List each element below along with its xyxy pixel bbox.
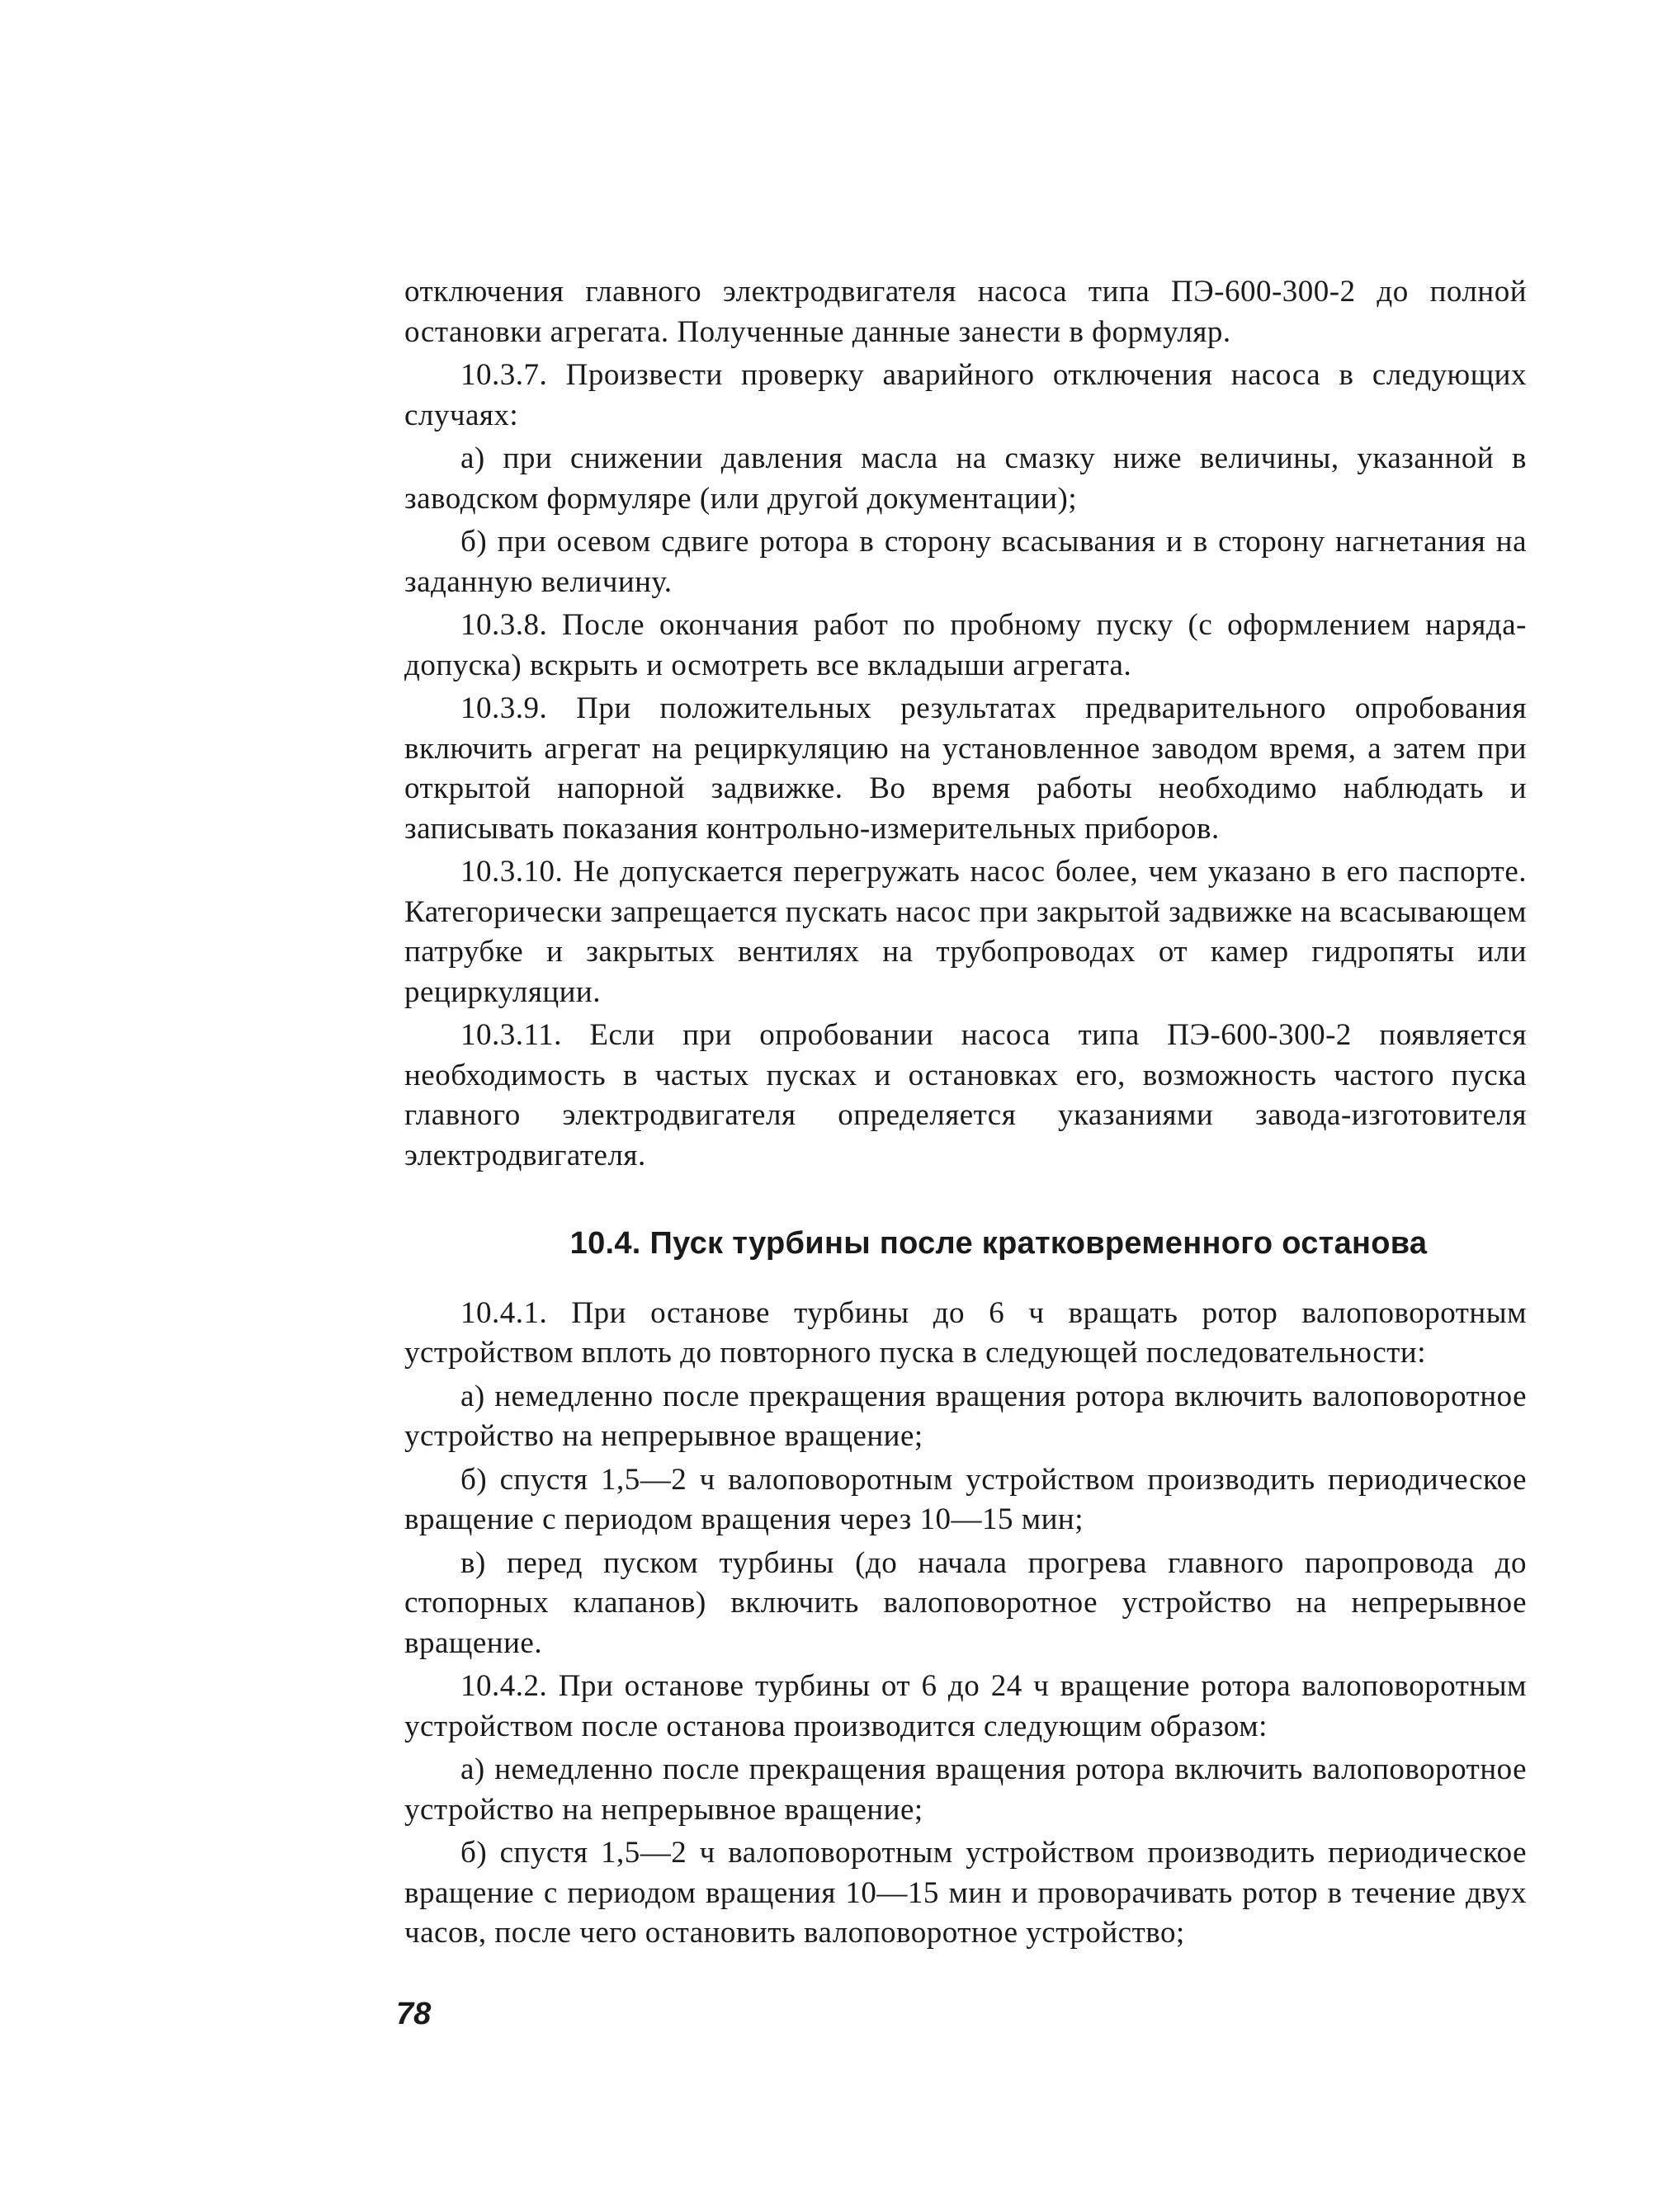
paragraph-10-3-7: 10.3.7. Произвести проверку аварийного отключения насоса в следующих случаях:: [404, 358, 1527, 432]
paragraph-10-3-9: 10.3.9. При положительных результатах предварительного опробования включить агрегат на рециркуляцию на установленное заводом время, а затем при открытой напорной задвижке. Во время работы необходимо наблюдать и записывать показания контрольно-измерительных приборов.: [404, 691, 1527, 846]
paragraph-list-item-b: б) при осевом сдвиге ротора в сторону всасывания и в сторону нагнетания на заданную величину.: [404, 525, 1527, 599]
paragraph-10-3-10: 10.3.10. Не допускается перегружать насос более, чем указано в его паспорте. Категорически запрещается пускать насос при закрытой задвижке на всасывающем патрубке и закрытых вентилях на трубопроводах от камер гидропяты или рециркуляции.: [404, 855, 1527, 1009]
paragraph-list-item-a: а) при снижении давления масла на смазку ниже величины, указанной в заводском формуляре (или другой документации);: [404, 441, 1527, 516]
paragraph: отключения главного электродвигателя насоса типа ПЭ-600-300-2 до полной остановки агрегата. Полученные данные занести в формуляр.: [404, 275, 1527, 349]
paragraph-list-item-a: а) немедленно после прекращения вращения ротора включить валоповоротное устройство на непрерывное вращение;: [404, 1752, 1527, 1827]
page-number: 78: [396, 1997, 432, 2031]
paragraph-list-item-v: в) перед пуском турбины (до начала прогрева главного паропровода до стопорных клапанов) включить валоповоротное устройство на непрерывное вращение.: [404, 1545, 1527, 1660]
paragraph-10-3-8: 10.3.8. После окончания работ по пробному пуску (с оформлением наряда-допуска) вскрыть и осмотреть все вкладыши агрегата.: [404, 608, 1527, 682]
paragraph-10-3-11: 10.3.11. Если при опробовании насоса типа ПЭ-600-300-2 появляется необходимость в частых пусках и остановках его, возможность частого пуска главного электродвигателя определяется указаниями завода-изготовителя электродвигателя.: [404, 1018, 1527, 1172]
paragraph-list-item-b: б) спустя 1,5—2 ч валоповоротным устройством производить периодическое вращение с периодом вращения через 10—15 мин;: [404, 1462, 1527, 1536]
paragraph-10-4-1: 10.4.1. При останове турбины до 6 ч вращать ротор валоповоротным устройством вплоть до повторного пуска в следующей последовательности:: [404, 1295, 1527, 1370]
paragraph-list-item-a: а) немедленно после прекращения вращения ротора включить валоповоротное устройство на непрерывное вращение;: [404, 1379, 1527, 1453]
paragraph-list-item-b: б) спустя 1,5—2 ч валоповоротным устройством производить периодическое вращение с периодом вращения 10—15 мин и проворачивать ротор в течение двух часов, после чего остановить валоповоротное устройство;: [404, 1836, 1527, 1950]
paragraph-10-4-2: 10.4.2. При останове турбины от 6 до 24 ч вращение ротора валоповоротным устройством после останова производится следующим образом:: [404, 1669, 1527, 1743]
body-text: [404, 272, 1527, 1957]
section-heading: 10.4. Пуск турбины после кратковременного останова: [569, 1226, 1428, 1261]
